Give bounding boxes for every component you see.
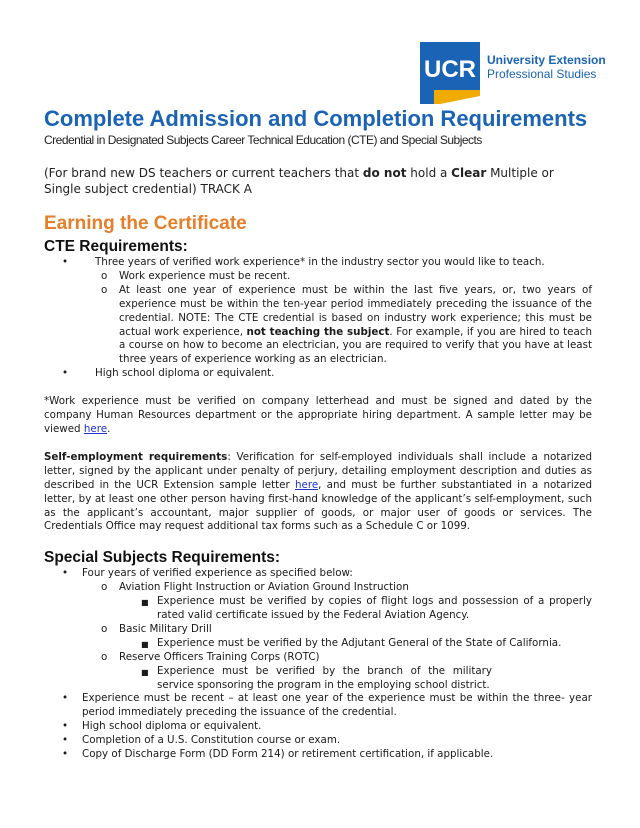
list-item: [44, 623, 592, 637]
special-item-discharge: Copy of Discharge Form (DD Form 214) or retirement certification, if applicable.: [82, 748, 494, 761]
self-employment-text-2: , and must be further substantiated in a notarized letter, by at least one other person having first-hand knowledge of the applicant’s self-employment, such as the applicant’s accountant, major supplier of goods, or major user of goods or services. The Credentials Office may request additional tax forms such as a Schedule C or 1099.: [44, 478, 592, 533]
cte-sub-timing-a: At least one year of experience must be within the last five years, or, two years of experience must be within the ten-year period immediately preceding the issuance of the credential. NOTE: The CTE credential is based on industry work experience; this must be actual work experience,: [119, 283, 592, 338]
list-item: [44, 270, 592, 284]
track-bold-do-not: do not: [362, 166, 407, 180]
special-item-diploma: High school diploma or equivalent.: [82, 720, 262, 733]
special-military-detail: Experience must be verified by the Adjutant General of the State of California.: [157, 636, 562, 649]
bullet-icon: •: [62, 367, 69, 380]
list-item: [44, 595, 592, 623]
special-subjects-list: [44, 567, 592, 762]
cte-sub-recent: Work experience must be recent.: [119, 269, 291, 282]
list-item: [44, 367, 592, 381]
bullet-icon: •: [62, 734, 69, 747]
list-item: [44, 734, 592, 748]
special-item-recent: Experience must be recent – at least one year of the experience must be within the three- year period immediately preceding the issuance of the credential.: [82, 692, 592, 719]
cte-requirements-heading: CTE Requirements:: [44, 238, 188, 255]
self-employment-text-1: : Verification for self-employed individuals shall include a notarized letter, signed by the applicant under penalty of perjury, detailing employment description and duties as described in the UCR Extension sample letter: [44, 450, 592, 491]
ucr-logo-mark: [420, 42, 480, 104]
document-body: [44, 106, 592, 762]
track-text-2: hold a: [406, 166, 452, 180]
sample-letter-link[interactable]: here: [83, 422, 108, 435]
logo-line-professional-studies: Professional Studies: [487, 67, 597, 81]
list-item: [44, 256, 592, 270]
bullet-icon: •: [62, 256, 69, 268]
list-item: [44, 692, 592, 720]
note-text: *Work experience must be verified on company letterhead and must be signed and dated by the company Human Resources department or the appropriate hiring department. A sample letter may be viewed: [44, 395, 592, 435]
track-text-3: Multiple or Single subject credential) TRACK A: [44, 166, 554, 196]
list-item: [44, 567, 592, 581]
circle-bullet-icon: o: [101, 650, 108, 663]
work-experience-note: [44, 395, 592, 437]
list-item: [44, 284, 592, 367]
cte-sub-timing-bold: not teaching the subject: [246, 325, 390, 338]
track-description: [44, 165, 592, 197]
self-employment-paragraph: [44, 451, 592, 534]
logo-wordmark: [487, 53, 606, 81]
cte-requirements-list: [44, 256, 592, 381]
special-item-constitution: Completion of a U.S. Constitution course or exam.: [82, 734, 341, 747]
circle-bullet-icon: o: [101, 622, 108, 635]
logo-mark-text: UCR: [424, 56, 476, 83]
special-item-experience: Four years of verified experience as specified below:: [82, 567, 353, 580]
square-bullet-icon: ■: [141, 667, 149, 677]
page-subtitle: Credential in Designated Subjects Career Technical Education (CTE) and Special Subjects: [44, 133, 482, 147]
list-item: [44, 665, 592, 693]
ucr-extension-logo: [420, 42, 605, 104]
section-heading-earning-certificate: Earning the Certificate: [44, 213, 247, 234]
circle-bullet-icon: o: [101, 269, 108, 282]
track-text-1: (For brand new DS teachers or current teachers that: [44, 166, 363, 180]
logo-line-university-extension: University Extension: [487, 53, 606, 67]
special-subjects-heading: Special Subjects Requirements:: [44, 549, 281, 567]
list-item: [44, 651, 592, 665]
circle-bullet-icon: o: [101, 581, 108, 594]
self-employment-label: Self-employment requirements: [44, 450, 228, 463]
special-sub-military: Basic Military Drill: [119, 622, 212, 635]
special-sub-aviation: Aviation Flight Instruction or Aviation Ground Instruction: [119, 581, 409, 594]
bullet-icon: •: [62, 567, 69, 580]
list-item: [44, 748, 592, 762]
cte-item-work-experience: Three years of verified work experience* in the industry sector you would like to teach.: [95, 256, 545, 268]
cte-item-diploma: High school diploma or equivalent.: [95, 367, 275, 380]
list-item: [44, 720, 592, 734]
page-title: Complete Admission and Completion Requirements: [44, 106, 588, 131]
bullet-icon: •: [62, 720, 69, 733]
special-sub-rotc: Reserve Officers Training Corps (ROTC): [119, 650, 320, 663]
cte-sub-timing-c: . For example, if you are hired to teach a course on how to become an electrician, you are required to verify that you have at least three years of experience working as an electrician.: [119, 325, 592, 366]
bullet-icon: •: [62, 692, 69, 705]
list-item: [44, 581, 592, 595]
square-bullet-icon: ■: [141, 598, 149, 608]
square-bullet-icon: ■: [141, 639, 149, 649]
bullet-icon: •: [62, 748, 69, 761]
note-end: .: [107, 422, 111, 435]
track-bold-clear: Clear: [451, 166, 487, 180]
special-rotc-detail: Experience must be verified by the branch of the military service sponsoring the program in the employing school district.: [157, 664, 492, 691]
circle-bullet-icon: o: [101, 283, 108, 296]
self-employment-sample-link[interactable]: here: [294, 478, 319, 491]
special-aviation-detail: Experience must be verified by copies of flight logs and possession of a properly rated valid certificate issued by the Federal Aviation Agency.: [157, 595, 592, 622]
list-item: [44, 637, 592, 651]
